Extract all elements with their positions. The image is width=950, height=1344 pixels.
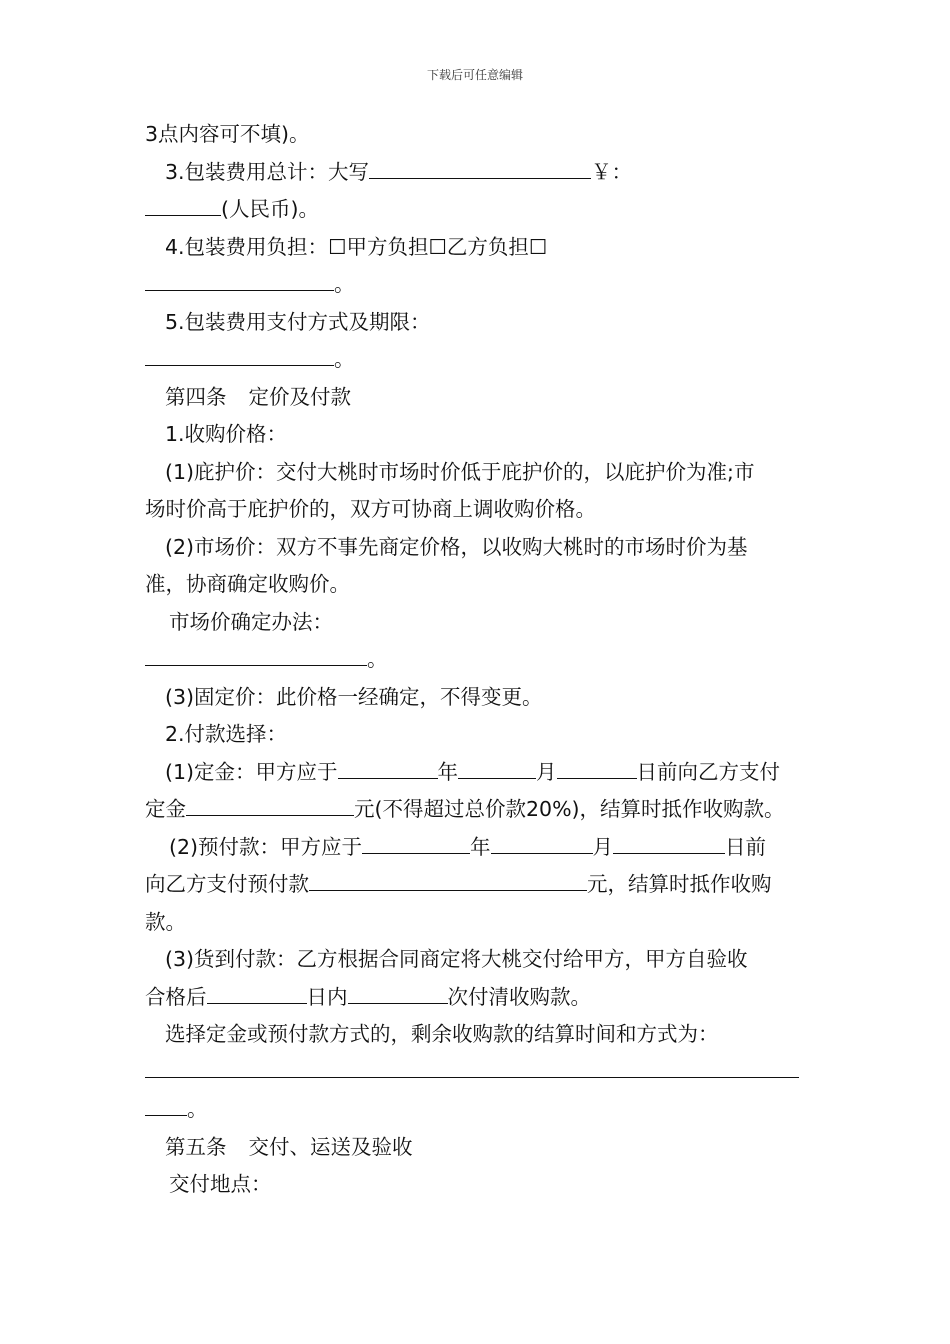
amount-in-words-blank[interactable] — [369, 156, 591, 179]
payment-method-line — [145, 304, 807, 342]
period-mark: 。 — [187, 1097, 208, 1121]
balance-settlement-label: 选择定金或预付款方式的，剩余收购款的结算时间和方式为： — [165, 1022, 719, 1046]
market-price-method-line — [145, 604, 807, 642]
period-mark: 。 — [367, 647, 388, 671]
full-blank-line — [145, 1054, 807, 1092]
yuan-symbol-label: ￥： — [591, 159, 633, 184]
cod-days-blank[interactable] — [207, 981, 307, 1004]
prepayment-year-blank[interactable] — [362, 831, 470, 854]
delivery-location-line — [145, 1166, 807, 1204]
month-label: 月 — [536, 759, 557, 784]
cod-times-label: 次付清收购款。 — [447, 984, 591, 1009]
text-line: 准，协商确定收购价。 — [145, 572, 350, 596]
continuation-line — [145, 641, 807, 679]
cost-bearer-label: 4.包装费用负担： — [165, 234, 329, 259]
deposit-amount-blank[interactable] — [186, 793, 354, 816]
packaging-total-line — [145, 154, 807, 192]
article-number: 第五条 — [165, 1134, 227, 1159]
packaging-total-label: 3.包装费用总计：大写 — [165, 159, 370, 184]
article-four-heading — [145, 379, 807, 417]
other-bearer-blank-cont[interactable] — [145, 268, 334, 291]
cod-times-blank[interactable] — [348, 981, 448, 1004]
article-five-heading — [145, 1129, 807, 1167]
continuation-line — [145, 341, 807, 379]
prepayment-day-label: 日前 — [725, 834, 767, 859]
month-label: 月 — [592, 834, 614, 859]
prepayment-amount-blank[interactable] — [309, 868, 587, 891]
prepayment-amount-line — [145, 866, 807, 904]
year-label: 年 — [470, 834, 491, 859]
packaging-cost-bearer-line — [145, 229, 807, 267]
deposit-amount-label: 定金 — [145, 797, 186, 821]
balance-settlement-line — [145, 1016, 807, 1054]
deposit-year-blank[interactable] — [338, 756, 438, 779]
text-line: 2.付款选择： — [165, 722, 288, 746]
delivery-location-label: 交付地点： — [169, 1172, 272, 1196]
market-price-method-label: 市场价确定办法： — [169, 609, 333, 634]
text-line: 3点内容可不填)。 — [145, 122, 310, 146]
deposit-month-blank[interactable] — [458, 756, 536, 779]
page-header: 下载后可任意编辑 — [426, 68, 523, 82]
currency-label: (人民币)。 — [221, 197, 319, 221]
continuation-line — [145, 1091, 807, 1129]
text-line: (1)庇护价：交付大桃时市场时价低于庇护价的，以庇护价为准;市 — [165, 459, 755, 484]
deposit-amount-note: 元(不得超过总价款20%)，结算时抵作收购款。 — [354, 797, 785, 821]
deposit-label: (1)定金：甲方应于 — [165, 759, 338, 784]
text-line: (2)市场价：双方不事先商定价格，以收购大桃时的市场时价为基 — [165, 534, 748, 559]
party-b-option-label: 乙方负担 — [446, 234, 529, 259]
period-mark: 。 — [334, 347, 355, 371]
text-line: 场时价高于庇护价的，双方可协商上调收购价格。 — [145, 497, 596, 521]
prepayment-amount-note: 元，结算时抵作收购 — [587, 872, 772, 896]
deposit-day-blank[interactable] — [557, 756, 637, 779]
cod-days-label: 日内 — [306, 984, 348, 1009]
deposit-amount-line — [145, 791, 807, 829]
text-line: 款。 — [145, 909, 186, 934]
contract-body — [145, 116, 807, 1204]
other-checkbox[interactable]: ☐ — [528, 234, 548, 259]
amount-in-figures-blank-cont[interactable] — [145, 193, 221, 216]
article-number: 第四条 — [165, 384, 227, 409]
party-b-checkbox[interactable]: ☐ — [428, 234, 447, 259]
cod-after-label: 合格后 — [145, 984, 207, 1009]
prepayment-label: (2)预付款：甲方应于 — [169, 834, 363, 859]
cod-payment-line — [145, 979, 807, 1017]
prepayment-month-blank[interactable] — [491, 831, 593, 854]
deposit-day-label: 日前向乙方支付 — [636, 759, 781, 784]
currency-line — [145, 191, 807, 229]
continuation-line — [145, 266, 807, 304]
prepayment-day-blank[interactable] — [613, 831, 725, 854]
party-a-option-label: 甲方负担 — [346, 234, 429, 259]
text-line: (3)货到付款：乙方根据合同商定将大桃交付给甲方，甲方自验收 — [165, 947, 748, 971]
prepayment-amount-label: 向乙方支付预付款 — [145, 872, 309, 896]
balance-settlement-blank-end[interactable] — [145, 1093, 187, 1116]
text-line: (3)固定价：此价格一经确定，不得变更。 — [165, 684, 543, 709]
period-mark: 。 — [334, 272, 355, 296]
prepayment-date-line — [145, 829, 807, 867]
payment-method-blank-cont[interactable] — [145, 343, 334, 366]
balance-settlement-blank-cont[interactable] — [145, 1054, 799, 1078]
year-label: 年 — [437, 759, 459, 784]
article-title: 交付、运送及验收 — [248, 1134, 413, 1159]
market-price-method-blank-cont[interactable] — [145, 643, 367, 666]
article-title: 定价及付款 — [248, 384, 351, 409]
party-a-checkbox[interactable]: ☐ — [328, 234, 347, 259]
deposit-date-line — [145, 754, 807, 792]
payment-method-label: 5.包装费用支付方式及期限： — [165, 309, 431, 334]
text-line: 1.收购价格： — [165, 422, 288, 446]
